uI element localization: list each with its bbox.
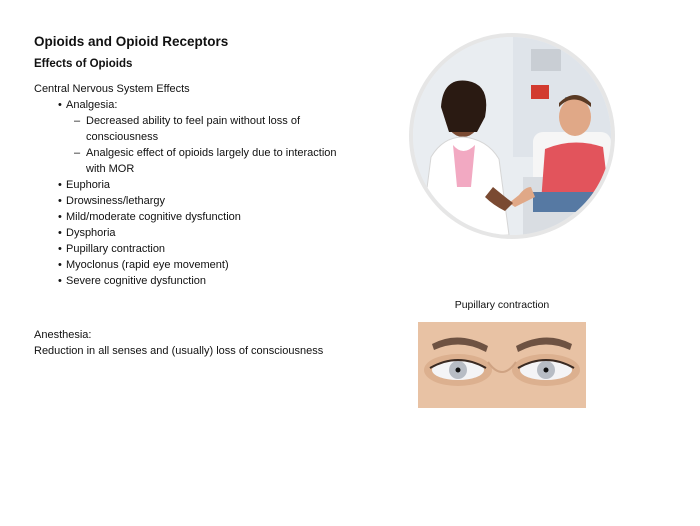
list-item-severe-cognitive: • Severe cognitive dysfunction: [58, 273, 358, 289]
list-item-label: Analgesia:: [66, 99, 118, 111]
doctor-patient-illustration: [413, 37, 611, 235]
anesthesia-section: [34, 327, 323, 359]
pupil-contraction-illustration: [418, 322, 586, 408]
slide-title: Opioids and Opioid Receptors: [34, 34, 229, 49]
eyes-drawing: [418, 322, 586, 408]
list-item-analgesia: [58, 97, 358, 113]
cns-heading: Central Nervous System Effects: [34, 83, 190, 95]
anesthesia-text: Reduction in all senses and (usually) loss of consciousness: [34, 345, 324, 357]
doctor-patient-photo: [409, 33, 615, 239]
slide-subtitle: Effects of Opioids: [34, 58, 133, 70]
list-item-dysphoria: • Dysphoria: [58, 225, 358, 241]
list-item-drowsiness: • Drowsiness/lethargy: [58, 193, 358, 209]
anesthesia-heading: Anesthesia:: [34, 329, 92, 341]
list-item-pupillary-contraction: • Pupillary contraction: [58, 241, 358, 257]
eyes-caption: Pupillary contraction: [454, 299, 550, 311]
list-item-cognitive-dysfunction: • Mild/moderate cognitive dysfunction: [58, 209, 358, 225]
list-item-euphoria: • Euphoria: [58, 177, 358, 193]
analgesia-subitem: – Analgesic effect of opioids largely due to interaction with MOR: [74, 145, 358, 177]
cns-effects-list: [58, 97, 358, 289]
list-item-myoclonus: • Myoclonus (rapid eye movement): [58, 257, 358, 273]
analgesia-subitem: – Decreased ability to feel pain without loss of consciousness: [74, 113, 358, 145]
